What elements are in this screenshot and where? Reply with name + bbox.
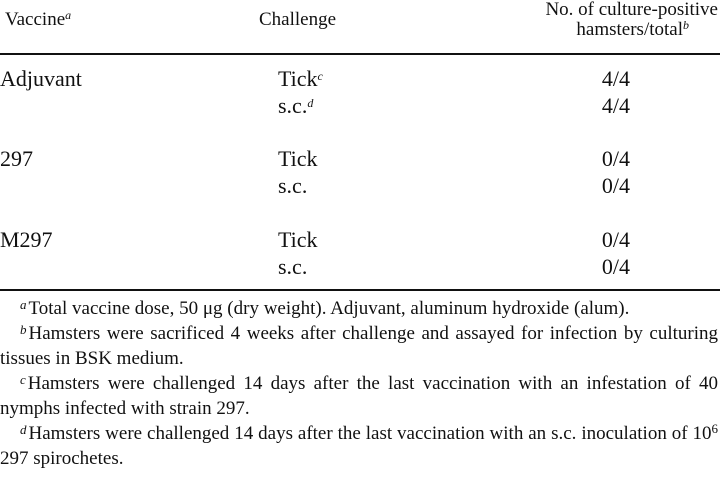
row-2-challenge-mark: d: [307, 96, 314, 110]
row-1-result: 4/4: [601, 66, 630, 91]
header-challenge: Challenge: [259, 9, 337, 30]
header-culture-mark: b: [683, 18, 689, 32]
footnote-c-mark: c: [20, 372, 26, 387]
header-vaccine-label: Vaccine: [5, 9, 66, 30]
footnote-d-mark: d: [20, 422, 27, 437]
row-1-vaccine: Adjuvant: [0, 66, 82, 91]
footnote-a: [0, 296, 718, 321]
row-4-result: 0/4: [601, 173, 630, 198]
row-3-challenge: Tick: [278, 146, 318, 171]
row-6-result: 0/4: [601, 254, 630, 279]
header-culture-positive-line2: [576, 20, 689, 40]
footnote-a-mark: a: [20, 297, 27, 312]
footnote-b: [0, 321, 718, 371]
row-2-challenge-label: s.c.: [278, 93, 308, 118]
table-bottom-rule: [0, 289, 720, 291]
footnote-b-text: Hamsters were sacrificed 4 weeks after challenge and assayed for infection by culturing tissues in BSK medium.: [0, 323, 718, 369]
footnote-c-text: Hamsters were challenged 14 days after the last vaccination with an infestation of 40 nymphs infected with strain 297.: [0, 373, 718, 419]
row-2-result: 4/4: [601, 93, 630, 118]
header-vaccine-mark: a: [65, 8, 72, 22]
footnote-d-text-after: 297 spirochetes.: [0, 448, 124, 469]
header-culture-positive-line1: No. of culture-positive: [545, 0, 718, 20]
row-5-vaccine: M297: [0, 227, 53, 252]
row-1-challenge: [278, 66, 323, 92]
row-4-challenge: s.c.: [278, 173, 308, 198]
footnote-d-text-before: Hamsters were challenged 14 days after the last vaccination with an s.c. inoculation of 10: [28, 423, 712, 444]
row-5-challenge: Tick: [278, 227, 318, 252]
row-2-challenge: [278, 93, 313, 119]
footnote-c: [0, 371, 718, 421]
header-vaccine: [5, 10, 71, 30]
row-1-challenge-label: Tick: [278, 66, 318, 91]
footnote-a-text: Total vaccine dose, 50 μg (dry weight). Adjuvant, aluminum hydroxide (alum).: [28, 298, 630, 319]
row-3-result: 0/4: [601, 146, 630, 171]
row-1-challenge-mark: c: [317, 69, 323, 83]
footnote-b-mark: b: [20, 322, 27, 337]
row-6-challenge: s.c.: [278, 254, 308, 279]
footnote-d: [0, 421, 718, 471]
header-culture-label: hamsters/total: [576, 19, 683, 40]
footnote-d-exponent: 6: [711, 421, 718, 436]
footnotes: [0, 296, 718, 471]
header-rule: [0, 53, 720, 55]
row-3-vaccine: 297: [0, 146, 33, 171]
row-5-result: 0/4: [601, 227, 630, 252]
